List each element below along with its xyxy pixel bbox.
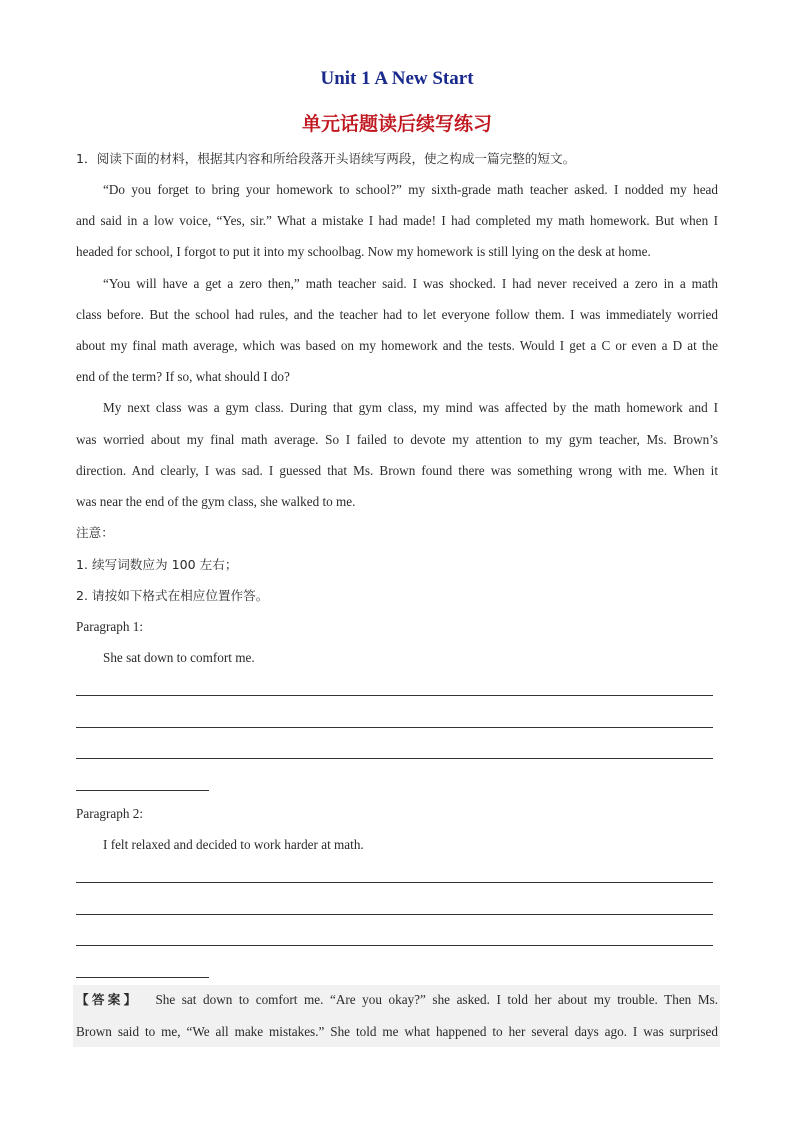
answer-line-text (76, 991, 718, 1009)
answer-line-text: Brown said to me, “We all make mistakes.” She told me what happened to her several days ago. I was surprised (76, 1024, 718, 1039)
passage-line: was near the end of the gym class, she walked to me. (76, 494, 356, 509)
answer-line (76, 758, 713, 759)
paragraph1-opening: She sat down to comfort me. (103, 650, 255, 665)
passage-line: My next class was a gym class. During that gym class, my mind was affected by the math homework and I (103, 400, 718, 415)
page-title: Unit 1 A New Start (320, 68, 474, 89)
answer-text: She sat down to comfort me. “Are you okay?” she asked. I told her about my trouble. Then Ms. (155, 992, 718, 1007)
answer-line (76, 695, 713, 696)
passage-line: was worried about my final math average. So I failed to devote my attention to my gym teacher, Ms. Brown’s (76, 432, 718, 447)
passage-line: end of the term? If so, what should I do? (76, 369, 290, 384)
passage-line: about my final math average, which was based on my homework and the tests. Would I get a C or even a D at the (76, 338, 718, 353)
answer-line (76, 727, 713, 728)
paragraph2-label: Paragraph 2: (76, 806, 144, 821)
page-subtitle: 单元话题读后续写练习 (301, 113, 492, 135)
paragraph1-label: Paragraph 1: (76, 619, 144, 634)
answer-label: 【答案】 (76, 992, 140, 1007)
answer-line (76, 882, 713, 883)
passage-line: and said in a low voice, “Yes, sir.” What a mistake I had made! I had completed my math homework. But when I (76, 213, 718, 228)
passage-line: class before. But the school had rules, and the teacher had to let everyone follow them. I was immediately worried (76, 307, 718, 322)
passage-line: direction. And clearly, I was sad. I guessed that Ms. Brown found there was something wrong with me. When it (76, 463, 718, 478)
passage-line: headed for school, I forgot to put it into my schoolbag. Now my homework is still lying on the desk at home. (76, 244, 651, 259)
notes-heading: 注意： (76, 525, 114, 540)
notes-item: 2. 请按如下格式在相应位置作答。 (76, 588, 269, 603)
answer-line (76, 945, 713, 946)
notes-item: 1. 续写词数应为 100 左右； (76, 557, 238, 572)
answer-line (76, 977, 209, 978)
answer-line (76, 914, 713, 915)
paragraph2-opening: I felt relaxed and decided to work harder at math. (103, 837, 364, 852)
question-instruction: 1．阅读下面的材料，根据其内容和所给段落开头语续写两段，使之构成一篇完整的短文。 (76, 151, 576, 166)
answer-line (76, 790, 209, 791)
passage-line: “You will have a get a zero then,” math teacher said. I was shocked. I had never received a zero in a math (103, 276, 718, 291)
passage-line: “Do you forget to bring your homework to school?” my sixth-grade math teacher asked. I nodded my head (103, 182, 718, 197)
